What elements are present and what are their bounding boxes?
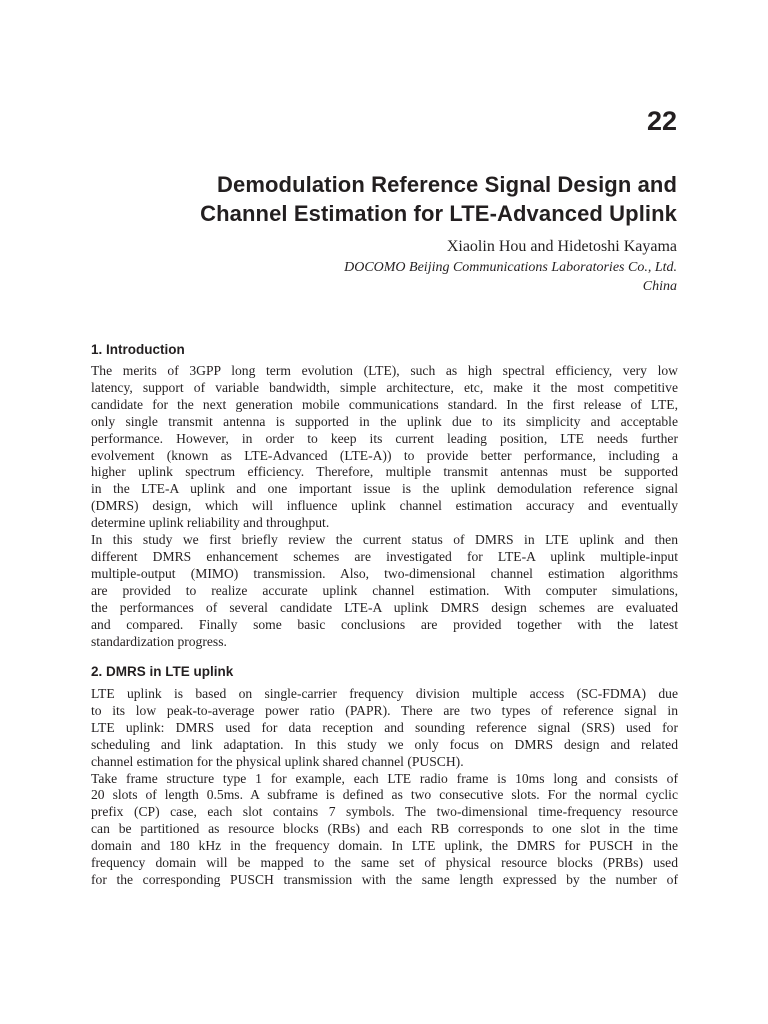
body-line: LTE uplink: DMRS used for data reception and sounding reference signal (SRS) used for: [91, 719, 678, 735]
author-affiliation: [344, 258, 677, 296]
affiliation-line: China: [642, 279, 677, 294]
section-heading-dmrs-in-lte-uplink: 2. DMRS in LTE uplink: [91, 664, 234, 679]
body-line: performance. However, in order to keep its current leading position, LTE needs further: [91, 430, 678, 446]
body-line: Take frame structure type 1 for example, each LTE radio frame is 10ms long and consists of: [91, 770, 678, 786]
chapter-authors: Xiaolin Hou and Hidetoshi Kayama: [446, 238, 677, 255]
body-line: for the corresponding PUSCH transmission with the same length expressed by the number of: [91, 871, 678, 887]
body-line: latency, support of variable bandwidth, simple architecture, etc, make it the most competitive: [91, 379, 678, 395]
body-line: the performances of several candidate LTE-A uplink DMRS design schemes are evaluated: [91, 599, 678, 615]
affiliation-line: DOCOMO Beijing Communications Laboratories Co., Ltd.: [344, 260, 677, 275]
body-line: to its low peak-to-average power ratio (PAPR). There are two types of reference signal in: [91, 702, 678, 718]
section-body-dmrs-in-lte-uplink: [91, 686, 678, 889]
section-heading-introduction: 1. Introduction: [91, 342, 185, 357]
body-line: scheduling and link adaptation. In this study we only focus on DMRS design and related: [91, 736, 678, 752]
body-line: channel estimation for the physical uplink shared channel (PUSCH).: [91, 753, 464, 769]
body-line: determine uplink reliability and throughput.: [91, 515, 330, 531]
body-line: evolvement (known as LTE-Advanced (LTE-A)) to provide better performance, including a: [91, 447, 678, 463]
body-line: 20 slots of length 0.5ms. A subframe is defined as two consecutive slots. For the normal cyclic: [91, 787, 678, 803]
body-line: different DMRS enhancement schemes are investigated for LTE-A uplink multiple-input: [91, 548, 678, 564]
body-line: In this study we first briefly review the current status of DMRS in LTE uplink and then: [91, 532, 678, 548]
body-line: candidate for the next generation mobile communications standard. In the first release of LTE,: [91, 396, 678, 412]
body-line: frequency domain will be mapped to the same set of physical resource blocks (PRBs) used: [91, 855, 678, 871]
body-line: prefix (CP) case, each slot contains 7 symbols. The two-dimensional time-frequency resource: [91, 804, 678, 820]
body-line: in the LTE-A uplink and one important issue is the uplink demodulation reference signal: [91, 481, 678, 497]
body-line: (DMRS) design, which will influence uplink channel estimation accuracy and eventually: [91, 498, 678, 514]
section-body-introduction: [91, 363, 678, 650]
body-line: multiple-output (MIMO) transmission. Also, two-dimensional channel estimation algorithms: [91, 565, 678, 581]
body-line: The merits of 3GPP long term evolution (LTE), such as high spectral efficiency, very low: [91, 363, 678, 378]
body-line: are provided to realize accurate uplink channel estimation. With computer simulations,: [91, 582, 678, 598]
chapter-title-line: Demodulation Reference Signal Design and: [217, 172, 677, 197]
body-line: LTE uplink is based on single-carrier frequency division multiple access (SC-FDMA) due: [91, 686, 678, 701]
body-line: domain and 180 kHz in the frequency domain. In LTE uplink, the DMRS for PUSCH in the: [91, 838, 678, 854]
body-line: and compared. Finally some basic conclusions are provided together with the latest: [91, 616, 678, 632]
body-line: higher uplink spectrum efficiency. Therefore, multiple transmit antennas must be supported: [91, 464, 678, 480]
chapter-title: [77, 170, 677, 228]
chapter-title-line: Channel Estimation for LTE-Advanced Uplink: [200, 201, 677, 226]
body-line: only single transmit antenna is supported in the uplink due to its simplicity and acceptable: [91, 413, 678, 429]
body-line: standardization progress.: [91, 633, 227, 649]
chapter-number: 22: [646, 106, 677, 136]
body-line: can be partitioned as resource blocks (RBs) and each RB corresponds to one slot in the time: [91, 821, 678, 837]
